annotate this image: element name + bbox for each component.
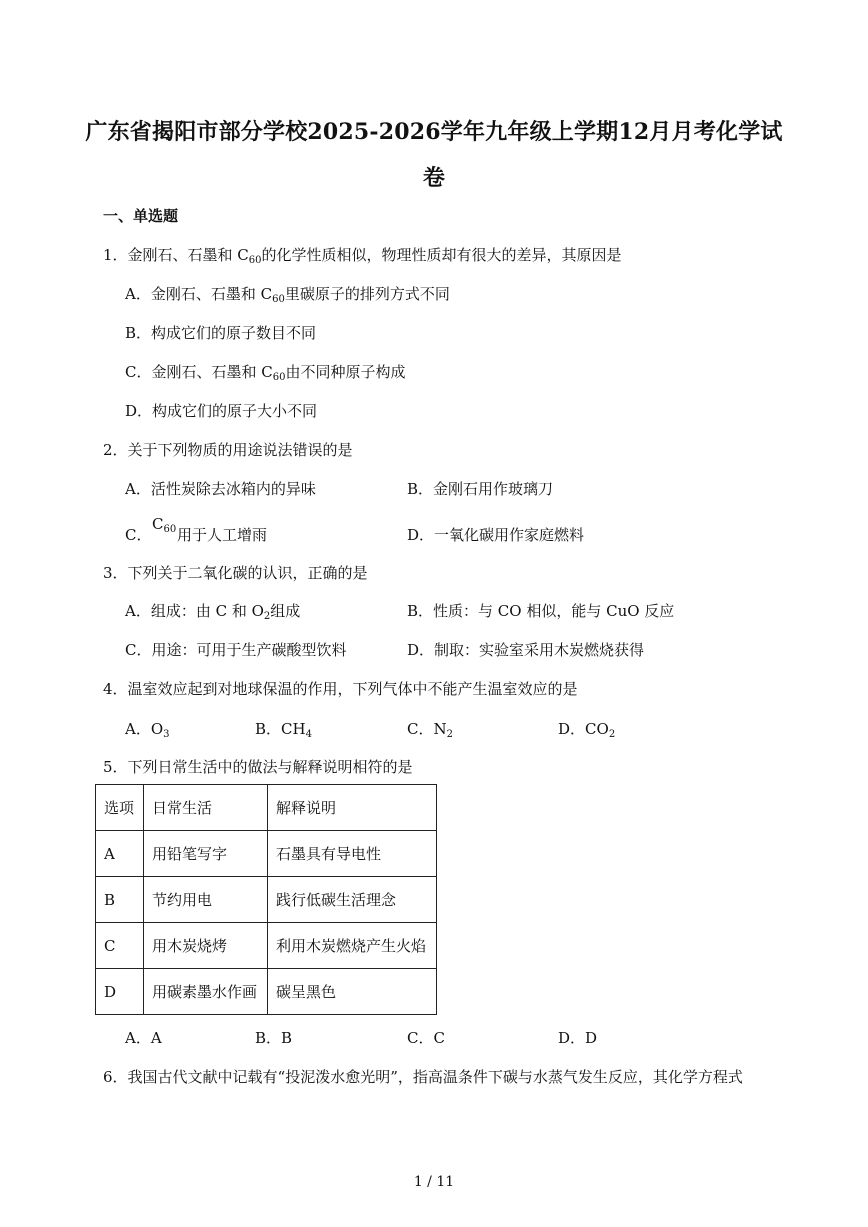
table-cell: 用铅笔写字	[144, 831, 268, 877]
table-cell: A	[96, 831, 144, 877]
table-row	[96, 923, 437, 969]
table-row	[96, 969, 437, 1015]
question-5-table	[95, 784, 437, 1015]
table-cell: 用碳素墨水作画	[144, 969, 268, 1015]
question-2-option-c-formula: $C_{60}$	[152, 515, 177, 535]
table-row	[96, 877, 437, 923]
question-2-option-d: D．一氧化碳用作家庭燃料	[407, 526, 585, 544]
page-number: 1 / 11	[413, 1174, 455, 1190]
question-3-option-d: D．制取：实验室采用木炭燃烧获得	[407, 641, 645, 659]
table-header-cell: 日常生活	[144, 785, 268, 831]
section-heading: 一、单选题	[103, 207, 179, 225]
table-cell: 节约用电	[144, 877, 268, 923]
question-3-option-b: B．性质：与 CO 相似，能与 CuO 反应	[407, 602, 675, 620]
question-1-option-b: B．构成它们的原子数目不同	[125, 324, 317, 342]
table-cell: C	[96, 923, 144, 969]
question-5-option-b: B．B	[255, 1029, 293, 1047]
question-1-option-c: C．金刚石、石墨和 $C_{60}$由不同种原子构成	[125, 363, 406, 383]
question-2-option-b: B．金刚石用作玻璃刀	[407, 480, 554, 498]
table-cell: 利用木炭燃烧产生火焰	[268, 923, 437, 969]
question-2-option-a: A．活性炭除去冰箱内的异味	[125, 480, 316, 498]
table-cell: 碳呈黑色	[268, 969, 437, 1015]
question-3-option-c: C．用途：可用于生产碳酸型饮料	[125, 641, 347, 659]
exam-title-line2: 卷	[422, 165, 446, 191]
question-1-stem: 1．金刚石、石墨和 $C_{60}$的化学性质相似，物理性质却有很大的差异，其原因是	[103, 246, 622, 266]
question-3-option-a: A．组成：由 C 和 $O_2$组成	[125, 602, 301, 622]
table-cell: D	[96, 969, 144, 1015]
question-4-stem: 4．温室效应起到对地球保温的作用，下列气体中不能产生温室效应的是	[103, 680, 578, 698]
question-4-option-a: A．$O_3$	[125, 720, 170, 740]
question-4-option-d: D．$CO_2$	[558, 720, 616, 740]
table-header-cell: 选项	[96, 785, 144, 831]
table-cell: 石墨具有导电性	[268, 831, 437, 877]
table-row	[96, 831, 437, 877]
question-4-option-c: C．$N_2$	[407, 720, 453, 740]
question-1-option-a: A．金刚石、石墨和 $C_{60}$里碳原子的排列方式不同	[125, 285, 450, 305]
question-5-option-a: A．A	[125, 1029, 162, 1047]
exam-title-line1: 广东省揭阳市部分学校2025-2026学年九年级上学期12月月考化学试	[85, 119, 783, 145]
question-3-stem: 3．下列关于二氧化碳的认识，正确的是	[103, 564, 368, 582]
question-2-option-c-label: C．	[125, 526, 152, 544]
table-cell: 践行低碳生活理念	[268, 877, 437, 923]
question-5-option-d: D．D	[558, 1029, 598, 1047]
question-1-option-d: D．构成它们的原子大小不同	[125, 402, 318, 420]
table-header-row	[96, 785, 437, 831]
question-5-option-c: C．C	[407, 1029, 445, 1047]
question-6-stem: 6．我国古代文献中记载有“投泥泼水愈光明”，指高温条件下碳与水蒸气发生反应，其化学方程式	[103, 1068, 743, 1086]
question-2-option-c-text: 用于人工增雨	[177, 526, 268, 544]
question-5-stem: 5．下列日常生活中的做法与解释说明相符的是	[103, 758, 413, 776]
table-cell: 用木炭烧烤	[144, 923, 268, 969]
question-4-option-b: B．$CH_4$	[255, 720, 312, 740]
table-cell: B	[96, 877, 144, 923]
question-2-stem: 2．关于下列物质的用途说法错误的是	[103, 441, 353, 459]
table-header-cell: 解释说明	[268, 785, 437, 831]
